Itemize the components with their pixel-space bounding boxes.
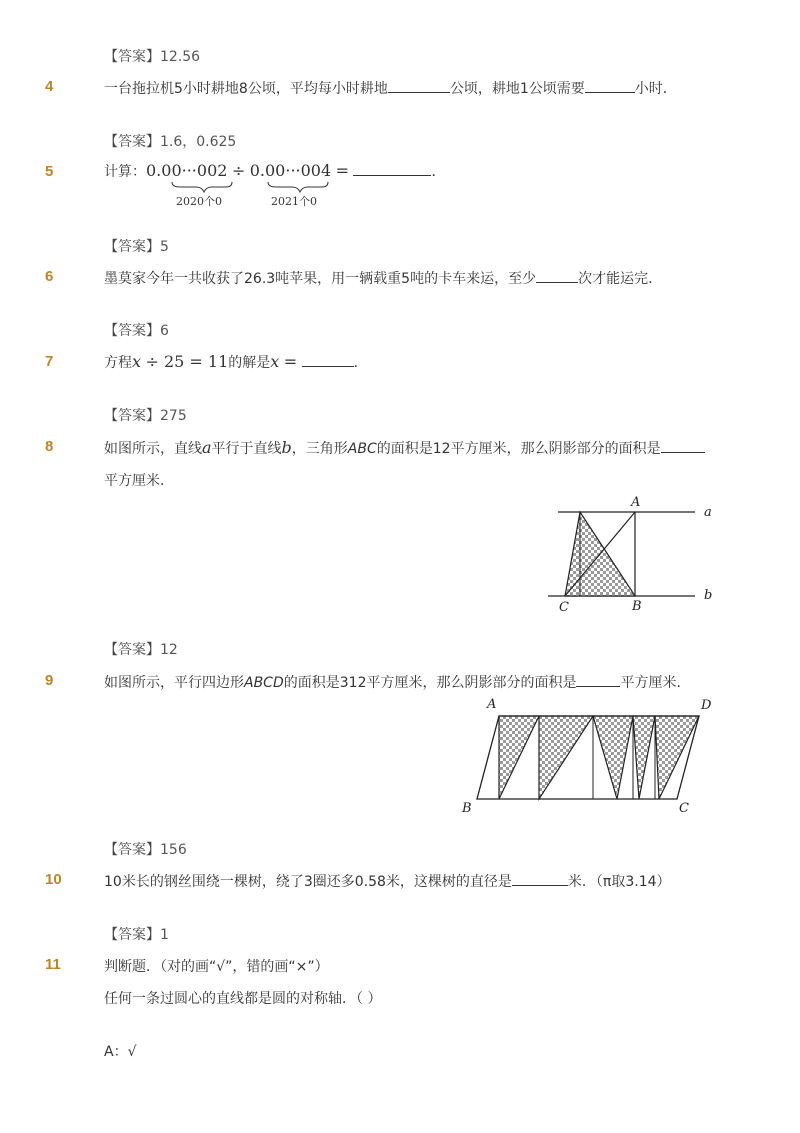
- answer-blank: [388, 78, 450, 93]
- answer-blank: [585, 78, 635, 93]
- question-text: 次才能运完．: [578, 271, 663, 287]
- answer-line: [104, 639, 178, 659]
- answer-line: [104, 236, 169, 256]
- math-expression: 0.00···004: [249, 161, 332, 180]
- question-number: 8: [45, 438, 54, 455]
- answer-tag: 【答案】: [104, 408, 160, 424]
- question-7: [104, 352, 368, 372]
- answer-value: 6: [160, 323, 169, 339]
- answer-tag: 【答案】: [104, 323, 160, 339]
- label-b-point: B: [462, 801, 472, 816]
- answer-line: [104, 924, 169, 944]
- answer-value: 12.56: [160, 49, 201, 65]
- shaded-triangle: [539, 716, 593, 799]
- label-line-a: a: [704, 505, 712, 520]
- figure-q9: [455, 692, 725, 822]
- answer-value: 156: [160, 842, 187, 858]
- answer-blank: [353, 161, 431, 176]
- question-number: 9: [45, 672, 54, 689]
- shaded-triangle: [633, 716, 655, 799]
- figure-q8: [540, 490, 730, 615]
- answer-tag: 【答案】: [104, 927, 160, 943]
- question-text: 的面积是12平方厘米，那么阴影部分的面积是: [376, 441, 661, 457]
- math-variable: x: [132, 352, 142, 371]
- question-text: 平行于直线: [211, 441, 282, 457]
- answer-line: [104, 131, 236, 151]
- question-8: [104, 438, 705, 458]
- question-text: 米．（π取3.14）: [567, 874, 671, 890]
- label-c-point: C: [679, 801, 689, 816]
- math-variable: ABCD: [244, 675, 284, 691]
- answer-blank: [512, 871, 568, 886]
- shaded-triangle: [593, 716, 633, 799]
- question-number: 4: [45, 78, 54, 95]
- question-number: 10: [45, 871, 62, 888]
- question-6: [104, 268, 662, 288]
- question-text: 任何一条过圆心的直线都是圆的对称轴．（ ）: [104, 991, 382, 1007]
- answer-line: [104, 46, 200, 66]
- answer-line: [104, 839, 187, 859]
- math-variable: x: [270, 352, 280, 371]
- math-operator: =: [335, 161, 350, 180]
- question-number: 11: [45, 956, 61, 973]
- answer-blank: [661, 438, 705, 453]
- question-text: 平方厘米．: [104, 473, 174, 489]
- question-5: [104, 161, 445, 181]
- answer-blank: [576, 672, 620, 687]
- label-a-point: A: [487, 697, 497, 712]
- brace-label: 2020个0: [176, 195, 222, 208]
- question-text: 墨莫家今年一共收获了26.3吨苹果，用一辆载重5吨的卡车来运，至少: [104, 271, 537, 287]
- question-text: 方程: [104, 355, 132, 371]
- label-c-point: C: [559, 600, 569, 615]
- answer-value: 1.6，0.625: [160, 134, 237, 150]
- question-text: 平方厘米．: [620, 675, 691, 691]
- question-10: [104, 871, 671, 891]
- question-9: [104, 672, 690, 692]
- math-expression: ÷ 25 = 11: [145, 352, 229, 371]
- shaded-triangle: [499, 716, 539, 799]
- label-b-point: B: [632, 599, 642, 614]
- question-text: 的面积是312平方厘米，那么阴影部分的面积是: [283, 675, 577, 691]
- question-text: 10米长的钢丝围绕一棵树，绕了3圈还多0.58米，这棵树的直径是: [104, 874, 512, 890]
- answer-value: 5: [160, 239, 169, 255]
- math-operator: =: [283, 352, 298, 371]
- question-text: 公顷，耕地1公顷需要: [449, 81, 585, 97]
- question-text: 如图所示，直线: [104, 441, 202, 457]
- question-number: 7: [45, 353, 54, 370]
- math-operator: ÷: [231, 161, 246, 180]
- answer-tag: 【答案】: [104, 642, 160, 658]
- question-text: 一台拖拉机5小时耕地8公顷，平均每小时耕地: [104, 81, 388, 97]
- question-text: 判断题．（对的画“√”，错的画“×”）: [104, 959, 329, 975]
- answer-line: [104, 405, 187, 425]
- option-a[interactable]: A：√: [104, 1044, 137, 1060]
- answer-blank: [536, 268, 578, 283]
- question-number: 5: [45, 163, 54, 180]
- answer-value: 1: [160, 927, 169, 943]
- math-variable: ABC: [347, 441, 377, 457]
- question-text: 如图所示，平行四边形: [104, 675, 244, 691]
- question-text: ，三角形: [291, 441, 348, 457]
- answer-tag: 【答案】: [104, 842, 160, 858]
- question-number: 6: [45, 268, 54, 285]
- math-variable: a: [202, 438, 212, 457]
- label-d-point: D: [701, 698, 712, 713]
- question-4: [104, 78, 677, 98]
- math-variable: b: [281, 438, 292, 457]
- math-expression: 0.00···002: [146, 161, 228, 180]
- label-line-b: b: [704, 588, 713, 603]
- answer-tag: 【答案】: [104, 49, 160, 65]
- answer-blank: [302, 352, 354, 367]
- answer-tag: 【答案】: [104, 134, 160, 150]
- answer-tag: 【答案】: [104, 239, 160, 255]
- answer-value: 12: [160, 642, 178, 658]
- question-text: 计算：: [104, 164, 146, 180]
- shaded-triangle: [655, 716, 699, 799]
- question-text: 小时．: [634, 81, 677, 97]
- label-a-point: A: [631, 495, 641, 510]
- question-text: 的解是: [228, 355, 271, 371]
- question-text: ．: [353, 355, 368, 371]
- question-text: ．: [431, 164, 446, 180]
- answer-line: [104, 320, 169, 340]
- answer-value: 275: [160, 408, 187, 424]
- brace-label: 2021个0: [271, 195, 317, 208]
